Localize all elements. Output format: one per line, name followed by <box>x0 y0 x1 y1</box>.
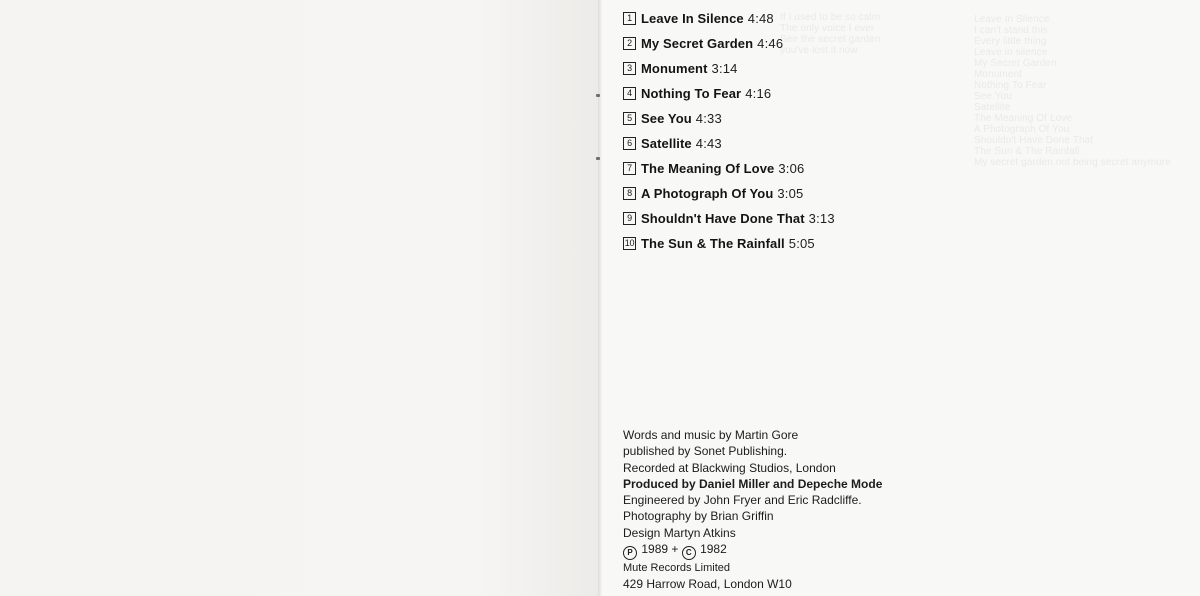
track-duration: 3:06 <box>778 161 805 176</box>
track-number-box: 3 <box>623 62 636 75</box>
track-row <box>623 181 963 206</box>
faint-lyric-line: The Meaning Of Love <box>974 113 1073 124</box>
track-row <box>623 131 963 156</box>
track-number-box: 1 <box>623 12 636 25</box>
copyright-year: 1982 <box>700 542 727 557</box>
engineering-credit: Engineered by John Fryer and Eric Radcliffe. <box>623 493 862 508</box>
track-title: The Meaning Of Love <box>641 161 775 176</box>
track-number-box: 8 <box>623 187 636 200</box>
track-title: A Photograph Of You <box>641 186 774 201</box>
track-number-box: 2 <box>623 37 636 50</box>
faint-lyric-line: A Photograph Of You <box>974 124 1070 135</box>
track-row <box>623 56 963 81</box>
credits-block <box>623 427 953 593</box>
faint-lyric-line: If I used to be so calm <box>780 12 881 23</box>
copyright-line <box>623 541 953 560</box>
tracklist <box>623 6 963 256</box>
track-number-box: 4 <box>623 87 636 100</box>
track-title: Satellite <box>641 136 692 151</box>
track-duration: 4:16 <box>745 86 772 101</box>
faint-lyric-line: The Sun & The Rainfall <box>974 146 1080 157</box>
track-row <box>623 81 963 106</box>
faint-lyric-line: My secret garden not being secret anymore <box>974 157 1171 168</box>
recording-credit: Recorded at Blackwing Studios, London <box>623 460 836 475</box>
photography-credit: Photography by Brian Griffin <box>623 509 774 524</box>
publishing-credit: published by Sonet Publishing. <box>623 444 788 459</box>
faint-lyric-line: See You <box>974 91 1012 102</box>
track-duration: 5:05 <box>788 236 815 251</box>
track-duration: 4:33 <box>695 111 722 126</box>
track-title: My Secret Garden <box>641 36 754 51</box>
track-title: Monument <box>641 61 708 76</box>
faint-lyric-line: you've lost it now <box>780 45 858 56</box>
track-duration: 3:05 <box>777 186 804 201</box>
left-page <box>0 0 598 596</box>
faint-lyric-line: Leave In Silence <box>974 14 1050 25</box>
faint-lyric-line: The only voice I ever <box>780 23 875 34</box>
track-number-box: 10 <box>624 238 635 248</box>
track-row <box>623 231 963 256</box>
track-title: Shouldn't Have Done That <box>641 211 805 226</box>
faint-lyric-line: See the secret garden <box>780 34 881 45</box>
faint-lyric-line: Monument <box>974 69 1023 80</box>
label-address: 429 Harrow Road, London W10 <box>623 577 792 592</box>
top-staple <box>596 94 600 97</box>
track-row <box>623 6 963 31</box>
track-row <box>623 31 963 56</box>
faint-lyric-line: Nothing To Fear <box>974 80 1047 91</box>
faint-lyric-line: Leave in silence <box>974 47 1048 58</box>
faint-lyric-line: Satellite <box>974 102 1011 113</box>
faint-lyric-line: Every little thing <box>974 36 1047 47</box>
design-credit: Design Martyn Atkins <box>623 525 736 540</box>
production-credit: Produced by Daniel Miller and Depeche Mode <box>623 476 883 491</box>
track-title: See You <box>641 111 692 126</box>
track-number-box: 7 <box>623 162 636 175</box>
bottom-staple <box>596 157 600 160</box>
track-title: Nothing To Fear <box>641 86 742 101</box>
track-duration: 4:46 <box>757 36 784 51</box>
phonogram-icon: P <box>623 546 637 560</box>
track-duration: 4:43 <box>695 136 722 151</box>
track-title: The Sun & The Rainfall <box>641 236 785 251</box>
faint-lyrics-right <box>974 14 1188 168</box>
track-number-box: 5 <box>623 112 636 125</box>
track-number-box: 6 <box>623 137 636 150</box>
plus-separator: + <box>671 542 682 557</box>
record-label: Mute Records Limited <box>623 562 730 575</box>
right-page <box>602 0 1200 596</box>
track-row <box>623 156 963 181</box>
track-row <box>623 206 963 231</box>
faint-lyric-line: Shouldn't Have Done That <box>974 135 1094 146</box>
copyright-icon: C <box>682 546 696 560</box>
track-duration: 4:48 <box>747 11 774 26</box>
track-duration: 3:14 <box>711 61 738 76</box>
words-music-credit: Words and music by Martin Gore <box>623 428 799 442</box>
track-row <box>623 106 963 131</box>
track-title: Leave In Silence <box>641 11 744 26</box>
faint-lyric-line: My Secret Garden <box>974 58 1057 69</box>
phonogram-year: 1989 <box>641 542 669 557</box>
faint-lyric-line: I can't stand this <box>974 25 1048 36</box>
track-number-box: 9 <box>623 212 636 225</box>
track-duration: 3:13 <box>808 211 835 226</box>
